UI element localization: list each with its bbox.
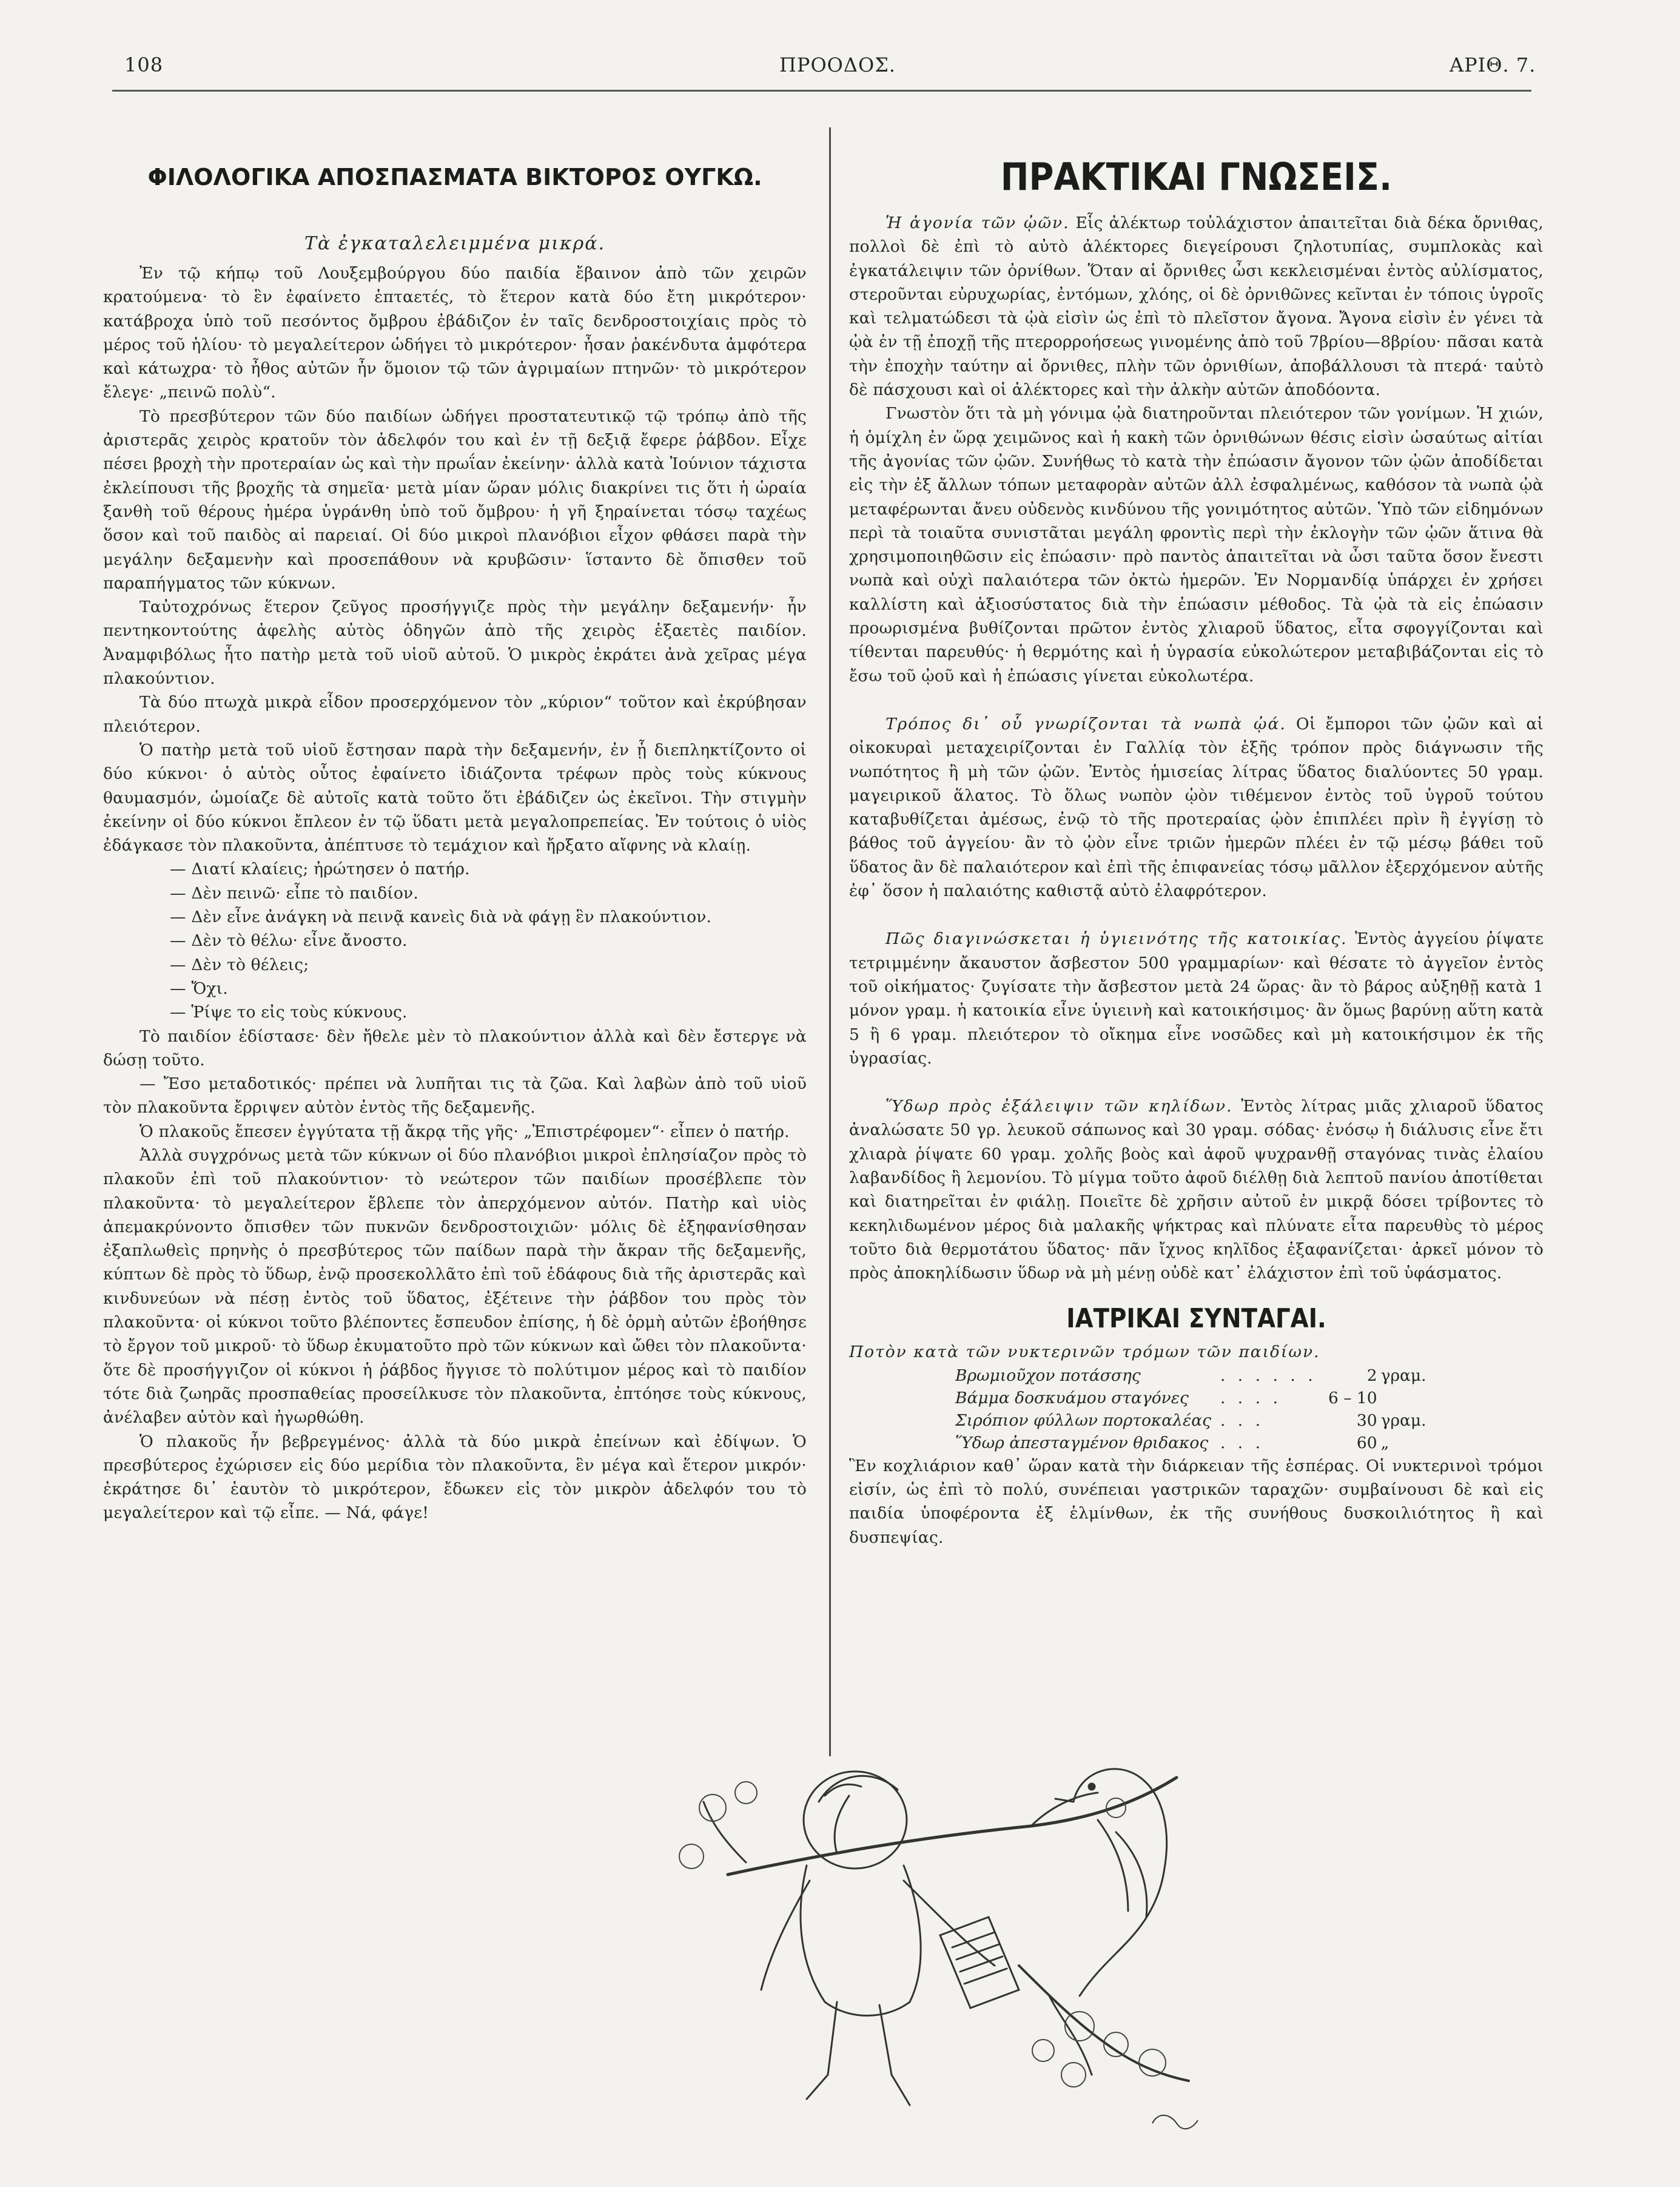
section-gap (849, 903, 1544, 927)
section-lead: Ὕδωρ πρὸς ἐξάλειψιν τῶν κηλίδων. (885, 1097, 1233, 1116)
paragraph: Ἀλλὰ συγχρόνως μετὰ τῶν κύκνων οἱ δύο πλανόβιοι μικροὶ ἐπλησίαζον πρὸς τὸ πλακοῦν ἐπὶ τοῦ πλακούντιον· τὸ νεώτερον τῶν παιδίων προσέβλεπε τὸν πλακοῦντα· τὸ μεγαλείτερον ἔβλεπε τὸν ἀπερχόμενον αὐτόν. Πατὴρ καὶ υἱὸς ἀπεμακρύνοντο ὄπισθεν τῶν πυκνῶν δενδροστοιχιῶν· μόλις δὲ ἐξηφανίσθησαν ἐξαπλωθεὶς πρηνὴς ὁ πρεσβύτερος τῶν παίδων παρὰ τὴν ἄκραν τῆς δεξαμενῆς, κύπτων δὲ πρὸς τὸ ὕδωρ, ἐνῷ προσεκολλᾶτο ἐπὶ τοῦ ἐδάφους διὰ τῆς ἀριστερᾶς καὶ κινδυνεύων νὰ πέσῃ ἐντὸς τοῦ ὕδατος, ἐξέτεινε τὴν ῥάβδον του πρὸς τὸν πλακοῦντα· οἱ κύκνοι τοῦτο βλέποντες ἔσπευδον ἐπίσης, ἡ δὲ ὁρμὴ αὐτῶν ἐβοήθησε τὸ ἔργον τοῦ μικροῦ· τὸ ὕδωρ ἐκυματοῦτο πρὸ τῶν κύκνων καὶ ὤθει τὸν πλακοῦντα· ὅτε δὲ προσήγγιζον οἱ κύκνοι ἡ ῥάβδος ἤγγισε τὸ πολύτιμον μέρος καὶ τὸ παιδίον τότε διὰ ζωηρᾶς προσπαθείας προσείλκυσε τὸν πλακοῦντα, ἐπτόησε τοὺς κύκνους, ἀνέλαβεν αὐτὸν καὶ ἠγωρθώθη. (103, 1145, 807, 1427)
paragraph: Τὸ πρεσβύτερον τῶν δύο παιδίων ὡδήγει προστατευτικῷ τῷ τρόπῳ ἀπὸ τῆς ἀριστερᾶς χειρὸς κρατοῦν τὸν ἀδελφόν του καὶ ἐν τῇ δεξιᾷ ἔφερε ῥάβδον. Εἶχε πέσει βροχὴ τὴν προτεραίαν ὡς καὶ τὴν πρωΐαν ἐκείνην· ἀλλὰ κατὰ Ἰούνιον τάχιστα ἐκλείπουσι τῆς βροχῆς τὰ σημεῖα· μετὰ μίαν ὥραν μόλις διακρίνει τις ὅτι ἡ ὡραία ξανθὴ τοῦ θέρους ἡμέρα ὑγράνθη ὑπὸ τοῦ ὄμβρου· ἡ γῆ ξηραίνεται τόσῳ ταχέως ὅσον καὶ τοῦ παιδὸς αἱ παρειαί. Οἱ δύο μικροὶ πλανόβιοι εἶχον φθάσει παρὰ τὴν μεγάλην δεξαμενὴν καὶ προσεπάθουν νὰ κρυβῶσιν· ἵσταντο δὲ ὄπισθεν τοῦ παραπήγματος τῶν κύκνων. (103, 406, 807, 593)
paragraph (849, 927, 1544, 1070)
paragraph-text: Γνωστὸν ὅτι τὰ μὴ γόνιμα ᾠὰ διατηροῦνται πλειότερον τῶν γονίμων. Ἡ χιών, ἡ ὁμίχλη ἐν ὥρᾳ χειμῶνος καὶ ἡ κακὴ τῶν ὀρνιθώνων θέσις εἰσὶν ὡσαύτως αἰτίαι τῆς ἀγονίας τῶν ᾠῶν. Συνήθως τὸ κατὰ τὴν ἐπώασιν ἄγονον τῶν ᾠῶν ἀποδίδεται εἰς τὴν ἐξ ἄλλων τόπων μεταφορὰν αὐτῶν ἀλλ ἐσφαλμένως, καθόσον τὰ νωπὰ ᾠὰ μεταφέρωνται ἄνευ οὐδενὸς κινδύνου τῆς γονιμότητος αὐτῶν. Ὑπὸ τῶν εἰδημόνων περὶ τὰ τοιαῦτα συνιστᾶται μεγάλη φροντὶς περὶ τὴν ἐκλογὴν τῶν ᾠῶν ἅτινα θὰ χρησιμοποιηθῶσιν εἰς ἐπώασιν· πρὸ παντὸς ἀπαιτεῖται νὰ ὦσι ταῦτα ὅσον ἔνεστι νωπὰ καὶ οὐχὶ παλαιότερα τῶν ὀκτὼ ἡμερῶν. Ἐν Νορμανδίᾳ ὑπάρχει ἐν χρήσει καλλίστη καὶ ἀξιοσύστατος διὰ τὴν ἐπώασιν μέθοδος. Τὰ ᾠὰ τὰ εἰς ἐπώασιν προωρισμένα βυθίζονται πρῶτον ἐντὸς χλιαροῦ ὕδατος, εἶτα σφογγίζονται καὶ τίθενται παρευθύς· ἡ θερμότης καὶ ἡ ὑγρασία εὐκολώτερον μεταβιβάζονται εἰς τὸ ἔσω τοῦ ᾠοῦ καὶ ἡ ἐπώασις γίνεται εὐκολωτέρα. (849, 404, 1544, 686)
recipe-dots: . . . (1220, 1410, 1265, 1430)
header-rule (112, 90, 1531, 92)
paragraph: Ὁ πατὴρ μετὰ τοῦ υἱοῦ ἔστησαν παρὰ τὴν δεξαμενήν, ἐν ᾗ διεπληκτίζοντο οἱ δύο κύκνοι· ὁ αὐτὸς οὗτος ἐφαίνετο ἰδιάζοντα τρέφων πρὸς τοὺς κύκνους θαυμασμόν, ὡμοίαζε δὲ αὐτοῖς κατὰ τοῦτο ὅτι ἐβάδιζεν ὡς ἐκεῖνοι. Τὴν στιγμὴν ἐκείνην οἱ δύο κύκνοι ἔπλεον ἐν τῷ ὕδατι μετὰ μεγαλοπρεπείας. Ἐν τούτοις ὁ υἱὸς ἐδάγκασε τὸν πλακοῦντα, ἀπέπτυσε τὸ τεμάχιον καὶ ἤρξατο αἴφνης νὰ κλαίῃ. (103, 740, 807, 855)
recipe-quantity: 60 (1356, 1433, 1377, 1452)
recipe-dots: . . . . . . (1220, 1366, 1317, 1385)
section-gap (849, 1070, 1544, 1094)
paragraph (849, 712, 1544, 903)
recipe-row (955, 1387, 1426, 1409)
medical-subtitle: Ποτὸν κατὰ τῶν νυκτερινῶν τρόμων τῶν παιδίων. (849, 1343, 1320, 1362)
paragraph (849, 1094, 1544, 1285)
page-number: 108 (124, 53, 164, 76)
paragraph: — Ἔσο μεταδοτικός· πρέπει νὰ λυπῆται τις τὰ ζῶα. Καὶ λαβὼν ἀπὸ τοῦ υἱοῦ τὸν πλακοῦντα ἔρριψεν αὐτὸν ἐντὸς τῆς δεξαμενῆς. (103, 1074, 807, 1117)
paragraph: Τὰ δύο πτωχὰ μικρὰ εἶδον προσερχόμενον τὸν „κύριον“ τοῦτον καὶ ἐκρύβησαν πλειότερον. (103, 693, 807, 736)
recipe-unit: γραμ. (1380, 1366, 1426, 1385)
recipe-unit: γραμ. (1380, 1410, 1426, 1430)
paragraph: Ταὐτοχρόνως ἕτερον ζεῦγος προσήγγιζε πρὸς τὴν μεγάλην δεξαμενήν· ἦν πεντηκοντούτης ἀφελὴς αὐτὸς ὁδηγῶν ἀπὸ τῆς χειρὸς ἑξαετὲς παιδίον. Ἀναμφιβόλως ἦτο πατὴρ μετὰ τοῦ υἱοῦ αὐτοῦ. Ὁ μικρὸς ἐκράτει ἀνὰ χεῖρας μέγα πλακούντιον. (103, 598, 807, 689)
child-and-bird-illustration (655, 1735, 1207, 2148)
section-lead: Τρόπος δι᾽ οὗ γνωρίζονται τὰ νωπὰ ᾠά. (885, 714, 1286, 733)
paragraph: Ὁ πλακοῦς ἔπεσεν ἐγγύτατα τῇ ἄκρᾳ τῆς γῆς· „Ἐπιστρέφομεν“· εἶπεν ὁ πατήρ. (139, 1122, 790, 1141)
recipe-table (955, 1364, 1426, 1454)
recipe-ingredient: Σιρόπιον φύλλων πορτοκαλέας (955, 1410, 1211, 1430)
paragraph-text: Ἐντὸς ἀγγείου ῥίψατε τετριμμένην ἄκαυστον ἄσβεστον 500 γραμμαρίων· καὶ θέσατε τὸ ἀγγεῖον ἐντὸς τοῦ οἰκήματος· ζυγίσατε τὴν ἄσβεστον μετὰ 24 ὥρας· ἂν τὸ βάρος αὐξηθῇ κατὰ 1 μόνον γραμ. ἡ κατοικία εἶνε ὑγιεινὴ καὶ κατοικήσιμος· ἂν ὅμως βαρύνῃ αὕτη κατὰ 5 ἢ 6 γραμ. πλειότερον τὸ οἴκημα εἶνε νοσῶδες καὶ μὴ κατοικήσιμον ἐκ τῆς ὑγρασίας. (849, 929, 1544, 1068)
recipe-dots: . . . (1220, 1433, 1265, 1452)
dialogue-line: — Διατί κλαίεις; ἠρώτησεν ὁ πατήρ. (170, 860, 470, 879)
recipe-ingredient: Βάμμα δοσκυάμου σταγόνες (955, 1388, 1189, 1407)
recipe-unit: „ (1380, 1433, 1389, 1452)
dialogue-line: — Δὲν πεινῶ· εἶπε τὸ παιδίον. (170, 883, 418, 903)
dialogue-line: — Δὲν εἶνε ἀνάγκη νὰ πεινᾷ κανεὶς διὰ νὰ φάγῃ ἓν πλακούντιον. (170, 908, 712, 927)
column-divider (829, 127, 831, 1756)
paragraph-text: Οἱ ἔμποροι τῶν ᾠῶν καὶ αἱ οἰκοκυραὶ μεταχειρίζονται ἐν Γαλλίᾳ τὸν ἑξῆς τρόπον πρὸς διάγνωσιν τῆς νωπότητος ἢ μὴ τῶν ᾠῶν. Ἐντὸς ἡμισείας λίτρας ὕδατος διαλύοντες 50 γραμ. μαγειρικοῦ ἅλατος. Τὸ ὅλως νωπὸν ᾠὸν τιθέμενον ἐντὸς τοῦ ὑγροῦ τούτου καταβυθίζεται ἀμέσως, ἐνῷ τὸ τῆς προτεραίας ᾠὸν ἐπιπλέει πρὶν ἢ ἐγγίσῃ τὸ βάθος τοῦ ἀγγείου· ἂν τὸ ᾠὸν εἶνε τριῶν ἡμερῶν πλέει ἐν τῷ μέσῳ βάθει τοῦ ὕδατος ἂν δὲ παλαιότερον καὶ ἐπὶ τῆς ἐπιφανείας τόσῳ μᾶλλον ἐξερχόμενον αὐτῆς ἐφ᾽ ὅσον ἡ παλαιότης καθιστᾷ αὐτὸ ἐλαφρότερον. (849, 714, 1544, 901)
dialogue-line: — Ῥίψε το εἰς τοὺς κύκνους. (170, 1003, 408, 1022)
recipe-ingredient: Βρωμιοῦχον ποτάσσης (955, 1366, 1141, 1385)
recipe-ingredient: Ὕδωρ ἀπεσταγμένον θριδακος (955, 1433, 1209, 1452)
practical-sections (849, 211, 1544, 1285)
section-lead: Πῶς διαγινώσκεται ἡ ὑγιεινότης τῆς κατοικίας. (885, 929, 1348, 949)
recipe-row (955, 1432, 1426, 1454)
section-gap (849, 688, 1544, 712)
medical-note: Ἓν κοχλιάριον καθ᾽ ὥραν κατὰ τὴν διάρκειαν τῆς ἑσπέρας. Οἱ νυκτερινοὶ τρόμοι εἰσίν, ὡς ἐπὶ τὸ πολύ, συνέπειαι γαστρικῶν ταραχῶν· συμβαίνουσι δὲ καὶ εἰς παιδία ὑποφέροντα ἐξ ἑλμίνθων, ἐκ τῆς συνήθους δυσκοιλιότητος ἢ καὶ δυσπεψίας. (849, 1456, 1544, 1547)
paragraph-text: Ἐντὸς λίτρας μιᾶς χλιαροῦ ὕδατος ἀναλώσατε 50 γρ. λευκοῦ σάπωνος καὶ 30 γραμ. σόδας· ἐνόσῳ ἡ διάλυσις εἶνε ἔτι χλιαρὰ ῥίψατε 60 γραμ. χολῆς βοὸς καὶ ἀφοῦ ψυχρανθῇ σταγόνας τινὰς ἐλαίου λαβανδίδος ἢ λεμονίου. Τὸ μίγμα τοῦτο ἀφοῦ διέλθῃ διὰ λεπτοῦ πανίου ἀποτίθεται καὶ διατηρεῖται ἐν φιάλῃ. Ποιεῖτε δὲ χρῆσιν αὐτοῦ ἐν μικρᾷ δόσει τρίβοντες τὸ κεκηλιδωμένον μέρος διὰ μαλακῆς ψήκτρας καὶ πλύνατε εἶτα παρευθὺς τὸ μέρος τοῦτο διὰ θερμοτάτου ὕδατος· πᾶν ἴχνος κηλῖδος ἐξαφανίζεται· ἀρκεῖ μόνον τὸ πρὸς ἀποκηλίδωσιν ὕδωρ νὰ μὴ μένῃ οὐδὲ κατ᾽ ἐλάχιστον ἐπὶ τοῦ ὑφάσματος. (849, 1097, 1544, 1283)
paragraph: Ὁ πλακοῦς ἦν βεβρεγμένος· ἀλλὰ τὰ δύο μικρὰ ἐπείνων καὶ ἐδίψων. Ὁ πρεσβύτερος ἐχώρισεν εἰς δύο μερίδια τὸν πλακοῦντα, ἓν μέγα καὶ ἕτερον μικρόν· ἐκράτησε δι᾽ ἑαυτὸν τὸ μικρότερον, ἔδωκεν εἰς τὸν μικρὸν ἀδελφόν του τὸ μεγαλείτερον καὶ τῷ εἶπε. — Νά, φάγε! (103, 1432, 807, 1523)
article-body (103, 261, 807, 1525)
paragraph (849, 211, 1544, 402)
paragraph: Τὸ παιδίον ἐδίστασε· δὲν ἤθελε μὲν τὸ πλακούντιον ἀλλὰ καὶ δὲν ἔστεργε νὰ δώσῃ τοῦτο. (103, 1026, 807, 1070)
recipe-unit (1381, 1387, 1426, 1409)
section-lead: Ἡ ἀγονία τῶν ᾠῶν. (885, 214, 1070, 232)
paragraph-text: Εἷς ἀλέκτωρ τοὐλάχιστον ἀπαιτεῖται διὰ δέκα ὄρνιθας, πολλοὶ δὲ ἐπὶ τὸ αὐτὸ ἀλέκτορες διεγείρουσι ζηλοτυπίας, συμπλοκὰς καὶ ἐγκατάλειψιν τῶν ὀρνίθων. Ὅταν αἱ ὄρνιθες ὦσι κεκλεισμέναι ἐντὸς αὐλίσματος, στεροῦνται εὐρυχωρίας, ἐντόμων, χλόης, οἱ δὲ ὀρνιθῶνες κεῖνται ἐν τόποις ὑγροῖς καὶ τελματώδεσι τὰ ᾠὰ εἰσὶν ὡς ἐπὶ τὸ πλεῖστον ἄγονα. Ἄγονα εἰσὶν ἐν γένει τὰ ᾠὰ ἐν τῇ ἐποχῇ τῆς πτερορροήσεως γινομένης ἀπὸ τοῦ 7βρίου—8βρίου· πᾶσαι κατὰ τὴν ἐποχὴν ταύτην αἱ ὄρνιθες, πλὴν τῶν ὀρνιθίων, ἀποβάλλουσι τὰ πτερά· ταὐτὸ δὲ πάσχουσι καὶ οἱ ἀλέκτορες καὶ τὴν ἀλκὴν αὐτῶν ἀποδόοντα. (849, 214, 1544, 400)
recipe-quantity: 30 (1356, 1410, 1377, 1430)
recipe-quantity: 6 – 10 (1328, 1388, 1377, 1407)
recipe-row (955, 1364, 1426, 1387)
article-subtitle: Τὰ ἐγκαταλελειμμένα μικρά. (304, 233, 606, 254)
dialogue-line: — Δὲν τὸ θέλω· εἶνε ἄνοστο. (170, 931, 408, 951)
paragraph (849, 402, 1544, 688)
journal-title: ΠΡΟΟΔΟΣ. (779, 53, 896, 76)
dialogue-line: — Ὄχι. (170, 979, 228, 998)
dialogue-line: — Δὲν τὸ θέλεις; (170, 955, 309, 974)
article-title-practical: ΠΡΑΚΤΙΚΑΙ ΓΝΩΣΕΙΣ. (1000, 155, 1393, 199)
article-title-literary: ΦΙΛΟΛΟΓΙΚΑ ΑΠΟΣΠΑΣΜΑΤΑ ΒΙΚΤΟΡΟΣ ΟΥΓΚΩ. (147, 164, 762, 190)
left-column (103, 133, 807, 1525)
recipe-dots: . . . . (1220, 1388, 1282, 1407)
medical-title: ΙΑΤΡΙΚΑΙ ΣΥΝΤΑΓΑΙ. (1066, 1303, 1326, 1335)
paragraph: Ἐν τῷ κήπῳ τοῦ Λουξεμβούργου δύο παιδία ἔβαινον ἀπὸ τῶν χειρῶν κρατούμενα· τὸ ἓν ἐφαίνετο ἑπταετές, τὸ ἕτερον κατὰ δύο ἔτη μικρότερον· κατάβροχα ὑπὸ τοῦ πεσόντος ὄμβρου ἐβάδιζον ἐν ταῖς δενδροστοιχίαις πρὸς τὸ μέρος τοῦ ἡλίου· τὸ μεγαλείτερον ὡδήγει τὸ μικρότερον· ἦσαν ῥακένδυτα ἀμφότερα καὶ κάτωχρα· τὸ ἦθος αὐτῶν ἦν ὅμοιον τῷ τῶν ἀγριμαίων πτηνῶν· τὸ μικρότερον ἔλεγε· „πεινῶ πολὺ“. (103, 264, 807, 402)
issue-number: ΑΡΙΘ. 7. (1450, 53, 1536, 76)
recipe-quantity: 2 (1366, 1366, 1377, 1385)
recipe-row (955, 1409, 1426, 1432)
right-column (849, 133, 1544, 1549)
